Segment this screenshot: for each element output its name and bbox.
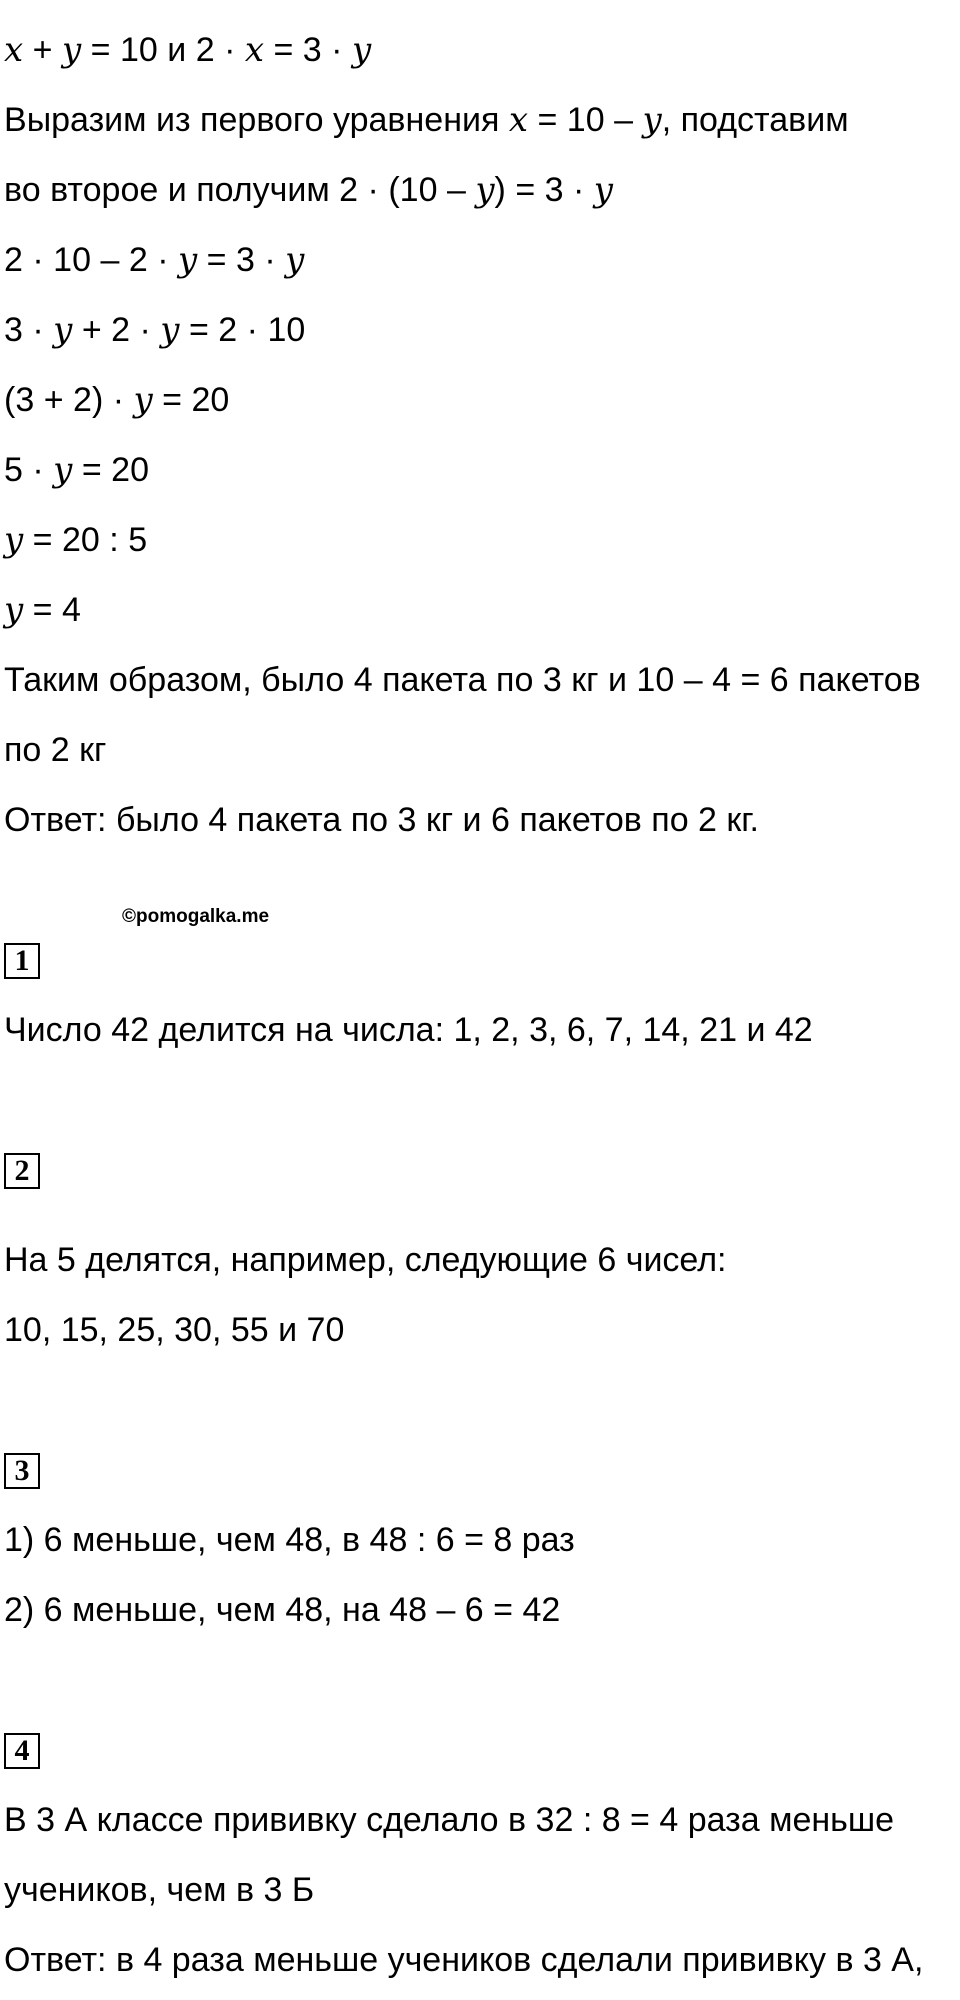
math-variable: x [244, 30, 265, 70]
solution-line: во второе и получим 2 · (10 – y) = 3 · y [4, 170, 614, 210]
math-variable: y [53, 450, 73, 490]
math-variable: y [53, 310, 73, 350]
task-4-text: учеников, чем в 3 Б [4, 1871, 315, 1909]
math-variable: y [61, 30, 82, 70]
equation-system: x + y = 10 и 2 · x = 3 · y [4, 30, 372, 70]
solution-line: по 2 кг [4, 731, 107, 769]
math-variable: y [177, 240, 198, 280]
solution-line: 3 · y + 2 · y = 2 · 10 [4, 310, 306, 350]
math-variable: y [160, 310, 180, 350]
task-number-2: 2 [4, 1153, 40, 1189]
math-variable: y [351, 30, 372, 70]
solution-line: y = 20 : 5 [4, 520, 148, 560]
task-3-text: 2) 6 меньше, чем 48, на 48 – 6 = 42 [4, 1591, 561, 1629]
math-variable: y [642, 100, 662, 140]
answer-line: Ответ: было 4 пакета по 3 кг и 6 пакетов по 2 кг. [4, 801, 759, 839]
watermark: ©pomogalka.me [122, 906, 270, 927]
solution-line: (3 + 2) · y = 20 [4, 380, 230, 420]
math-variable: y [593, 170, 614, 210]
solution-line: Выразим из первого уравнения x = 10 – y, подставим [4, 100, 849, 140]
math-variable: y [133, 380, 153, 420]
solution-line: y = 4 [4, 590, 81, 630]
task-1-text: Число 42 делится на числа: 1, 2, 3, 6, 7, 14, 21 и 42 [4, 1011, 813, 1049]
task-2-text: 10, 15, 25, 30, 55 и 70 [4, 1311, 345, 1349]
math-variable: x [4, 30, 24, 70]
task-number-3: 3 [4, 1453, 40, 1489]
solution-line: 2 · 10 – 2 · y = 3 · y [4, 240, 305, 280]
task-number-4: 4 [4, 1733, 40, 1769]
task-number-1: 1 [4, 943, 40, 979]
solution-line: 5 · y = 20 [4, 450, 149, 490]
task-2-text: На 5 делятся, например, следующие 6 чисел: [4, 1241, 727, 1279]
task-3-text: 1) 6 меньше, чем 48, в 48 : 6 = 8 раз [4, 1521, 575, 1559]
math-variable: y [4, 590, 24, 630]
task-4-answer: Ответ: в 4 раза меньше учеников сделали прививку в 3 А, [4, 1941, 924, 1979]
solution-line: Таким образом, было 4 пакета по 3 кг и 10 – 4 = 6 пакетов [4, 661, 921, 699]
math-variable: y [4, 520, 24, 560]
math-variable: y [285, 240, 305, 280]
task-4-text: В 3 А классе прививку сделало в 32 : 8 = 4 раза меньше [4, 1801, 895, 1839]
math-variable: x [508, 100, 529, 140]
math-variable: y [475, 170, 495, 210]
